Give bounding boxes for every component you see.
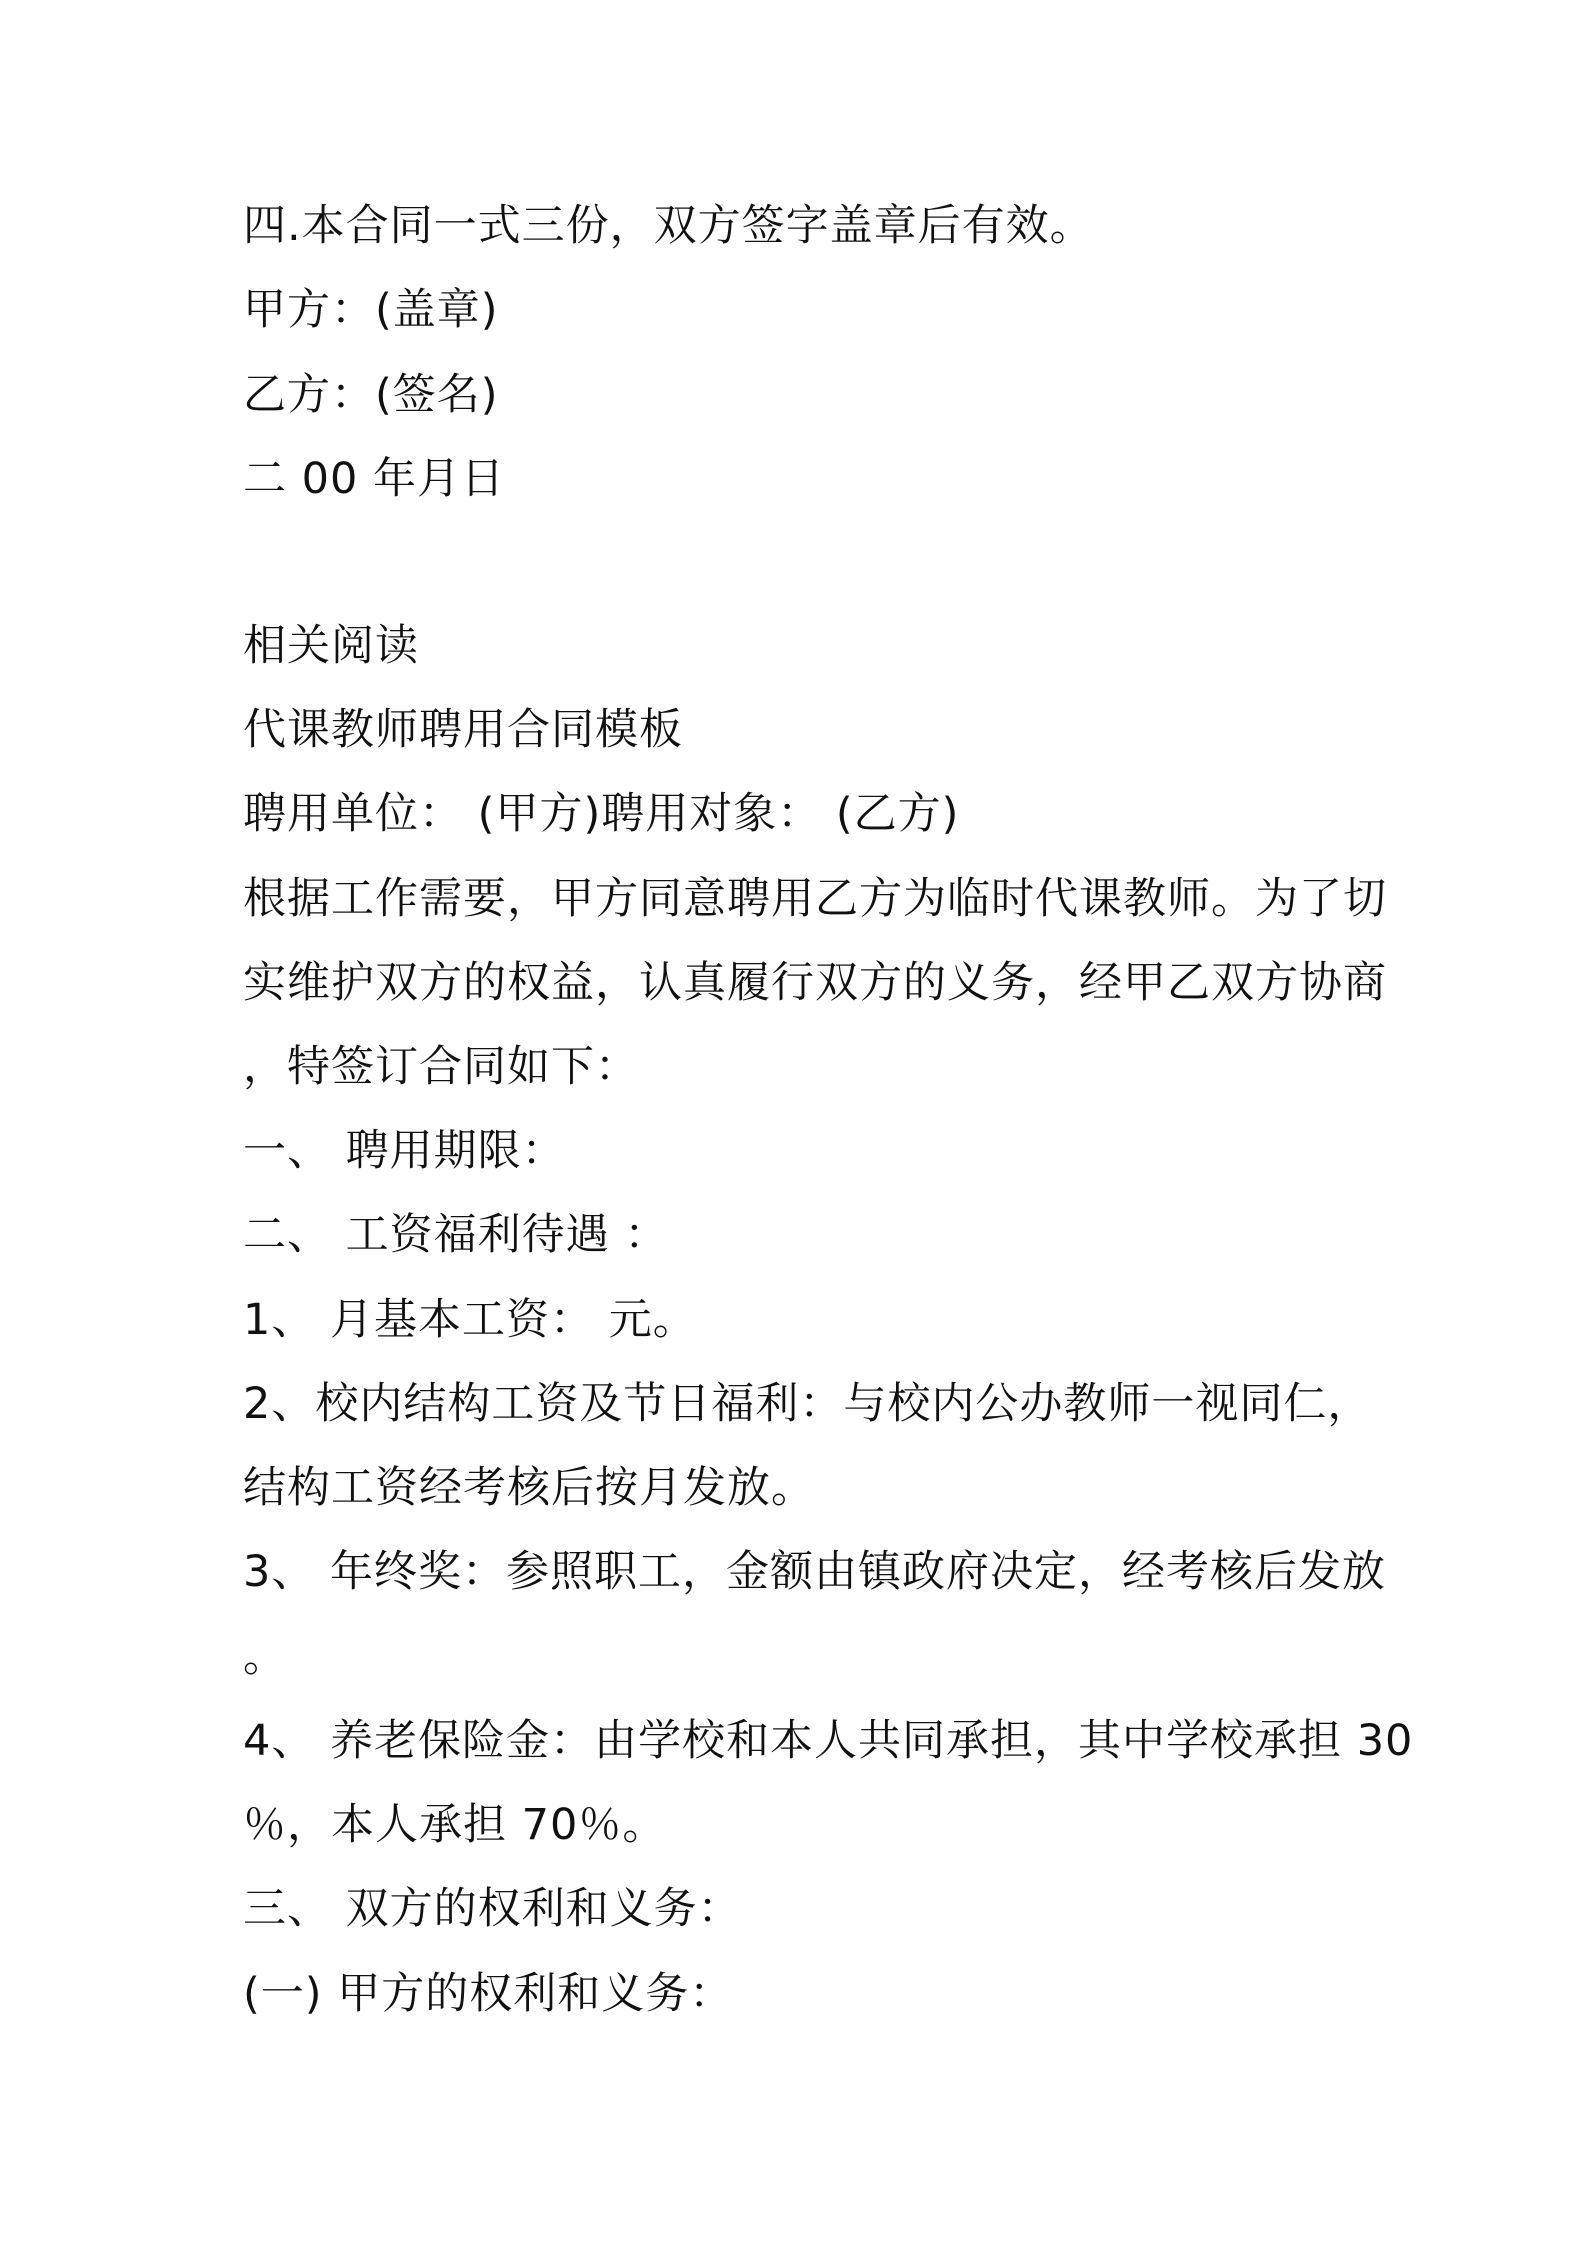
section-two-salary: 二、 工资福利待遇 ： [243,1210,669,1260]
subsection-party-a-rights: (一) 甲方的权利和义务： [243,1969,734,2019]
section-one-term: 一、 聘用期限： [243,1126,566,1176]
item-structure-salary: 2、校内结构工资及节日福利：与校内公办教师一视同仁， [243,1379,1372,1429]
intro-line: 根据工作需要，甲方同意聘用乙方为临时代课教师。为了切 [243,874,1387,924]
related-reading-heading: 相关阅读 [243,621,419,671]
item-structure-salary-cont: 结构工资经考核后按月发放。 [243,1463,815,1513]
party-a-seal: 甲方：(盖章) [243,285,499,335]
section-three-rights: 三、 双方的权利和义务： [243,1884,742,1934]
contract-title: 代课教师聘用合同模板 [243,705,683,755]
item-year-end-bonus-cont: 。 [243,1632,287,1682]
clause-four: 四.本合同一式三份，双方签字盖章后有效。 [243,201,1094,251]
party-b-signature: 乙方：(签名) [243,370,499,420]
item-pension: 4、 养老保险金：由学校和本人共同承担，其中学校承担 30 [243,1716,1414,1766]
item-pension-cont: ％，本人承担 70％。 [243,1800,667,1850]
item-year-end-bonus: 3、 年终奖：参照职工，金额由镇政府决定，经考核后发放 [243,1547,1387,1597]
contract-parties: 聘用单位： (甲方)聘用对象： (乙方) [243,789,960,839]
intro-line: ，特签订合同如下： [243,1042,639,1092]
intro-line: 实维护双方的权益，认真履行双方的义务，经甲乙双方协商 [243,958,1387,1008]
date-line: 二 00 年月日 [243,454,506,504]
item-base-salary: 1、 月基本工资： 元。 [243,1295,697,1345]
